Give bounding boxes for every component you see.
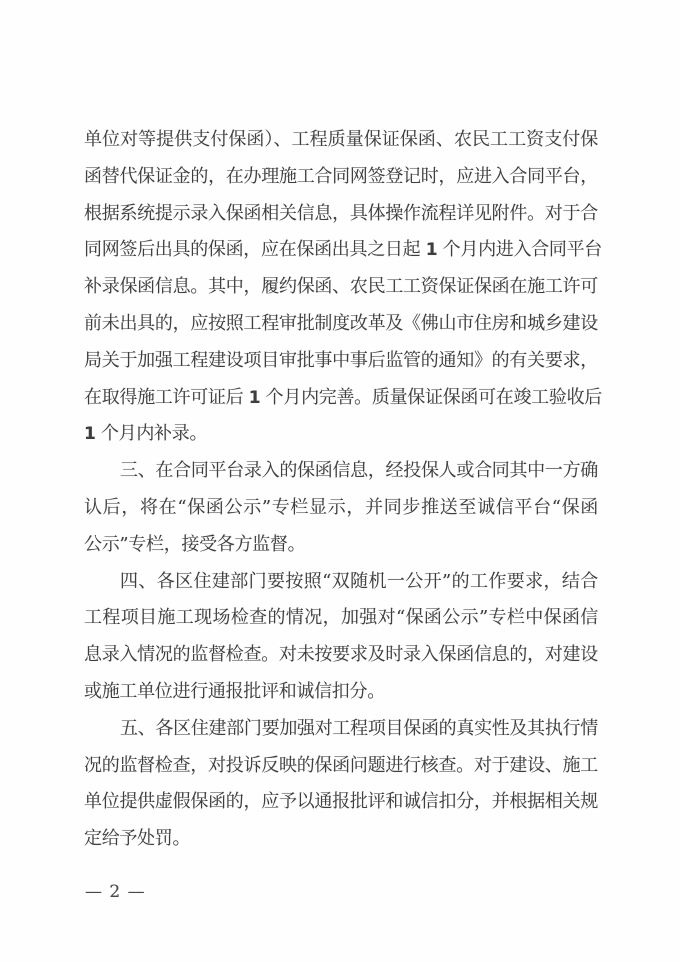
text-line: 或施工单位进行通报批评和诚信扣分。: [84, 680, 385, 702]
text-line: 补录保函信息。其中，履约保函、农民工工资保证保函在施工许可: [84, 276, 598, 298]
text-line: 局关于加强工程建设项目审批事中事后监管的通知》的有关要求，: [84, 349, 598, 371]
text-line: 在取得施工许可证后 1 个月内完善。质量保证保函可在竣工验收后: [84, 386, 602, 408]
text-line: 单位对等提供支付保函）、工程质量保证保函、农民工工资支付保: [84, 129, 598, 150]
text-line-paragraph-5-start: 五、各区住建部门要加强对工程项目保函的真实性及其执行情: [120, 717, 598, 739]
text-line: 同网签后出具的保函，应在保函出具之日起 1 个月内进入合同平台: [84, 239, 602, 261]
text-line-paragraph-3-start: 三、在合同平台录入的保函信息，经投保人或合同其中一方确: [120, 460, 598, 482]
page-number: — 2 —: [85, 882, 146, 902]
text-line: 函替代保证金的，在办理施工合同网签登记时，应进入合同平台，: [84, 165, 598, 187]
text-line: 况的监督检查，对投诉反映的保函问题进行核查。对于建设、施工: [84, 754, 598, 776]
document-body-text: [84, 122, 602, 858]
text-line: 定给予处罚。: [84, 828, 191, 850]
text-line: 前未出具的，应按照工程审批制度改革及《佛山市住房和城乡建设: [84, 312, 598, 334]
text-line: 息录入情况的监督检查。对未按要求及时录入保函信息的，对建设: [84, 644, 598, 666]
text-line-paragraph-4-start: 四、各区住建部门要按照“双随机一公开”的工作要求，结合: [120, 570, 598, 592]
text-line: 认后，将在“保函公示”专栏显示，并同步推送至诚信平台“保函: [84, 496, 598, 518]
text-line: 工程项目施工现场检查的情况，加强对“保函公示”专栏中保函信: [84, 607, 598, 629]
text-line: 根据系统提示录入保函相关信息，具体操作流程详见附件。对于合: [84, 202, 598, 224]
text-line: 单位提供虚假保函的，应予以通报批评和诚信扣分，并根据相关规: [84, 791, 598, 813]
text-line: 公示”专栏，接受各方监督。: [84, 533, 306, 555]
text-line: 1 个月内补录。: [84, 423, 208, 445]
